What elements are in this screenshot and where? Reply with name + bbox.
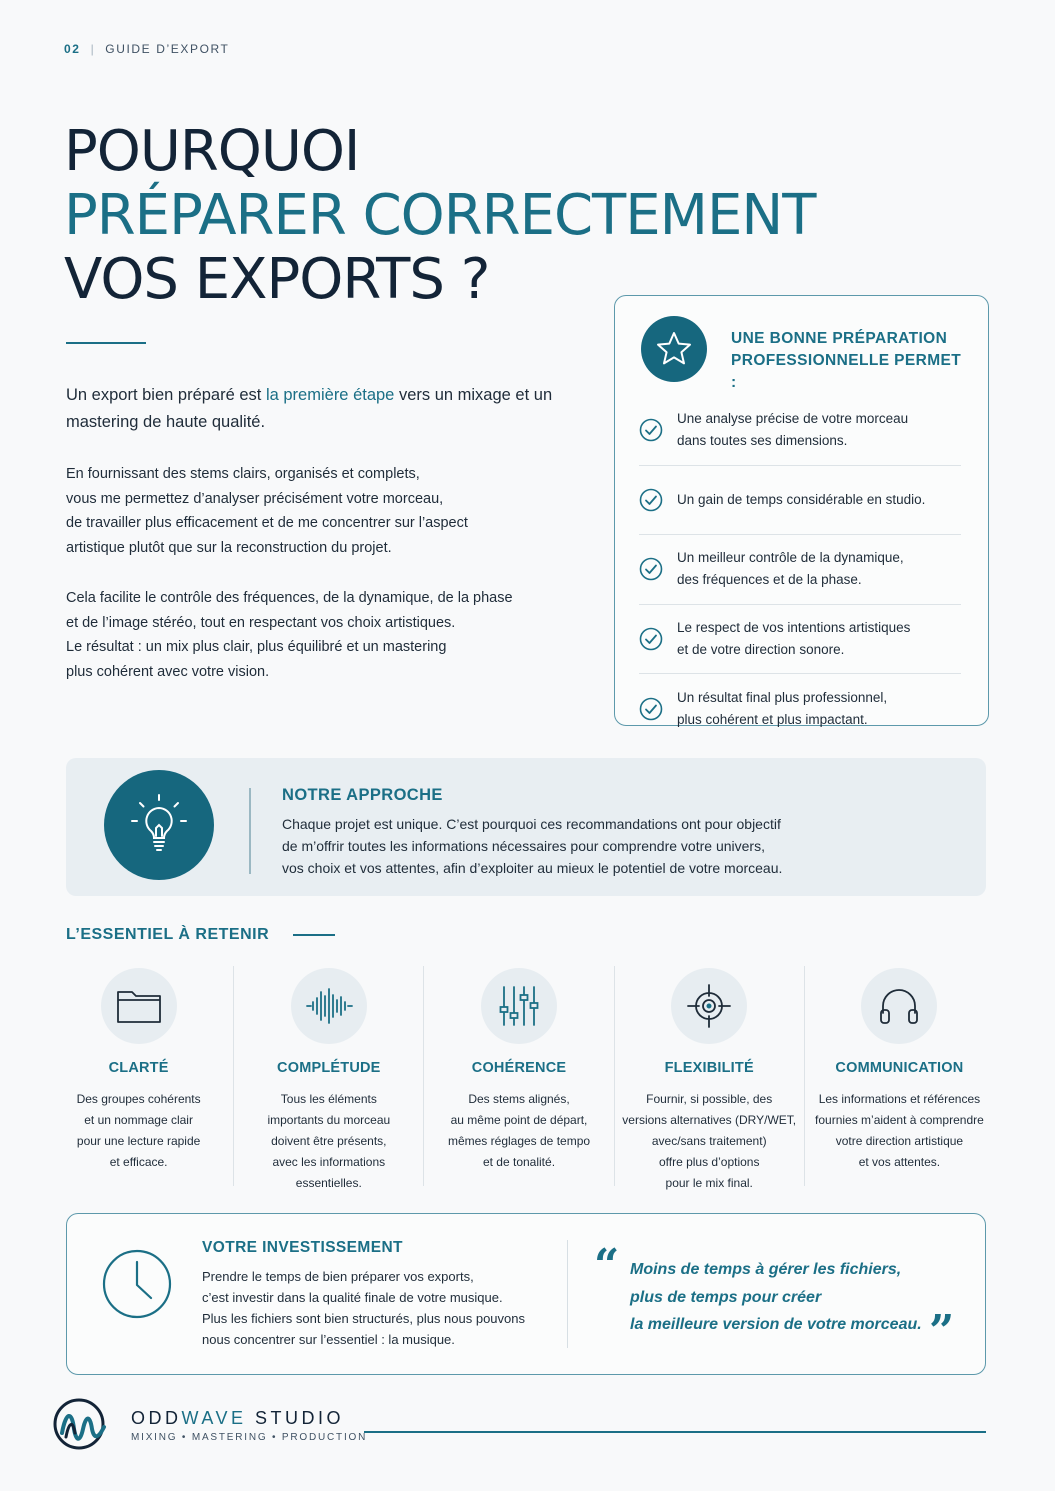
approach-divider — [249, 788, 251, 874]
pillar-description: Des stems alignés, au même point de départ, mêmes réglages de tempo et de tonalité. — [447, 1092, 591, 1169]
brand-name — [131, 1408, 344, 1429]
investment-title: VOTRE INVESTISSEMENT — [202, 1239, 403, 1256]
pillar-clarte — [44, 966, 234, 1186]
brand-part: ODD — [131, 1408, 182, 1428]
benefit-item — [639, 466, 961, 536]
benefits-title-line: PROFESSIONNELLE PERMET : — [731, 352, 962, 391]
pillar-description: Tous les éléments importants du morceau doivent être présents, avec les informations essentielles. — [267, 1092, 391, 1190]
check-circle-icon — [639, 418, 663, 442]
benefit-item — [639, 535, 961, 605]
body-paragraph-2 — [66, 586, 566, 684]
pillar-title: COMMUNICATION — [835, 1060, 964, 1076]
footer-rule — [364, 1431, 986, 1433]
title-line-1: POURQUOI — [64, 119, 360, 184]
benefits-title-line: UNE BONNE PRÉPARATION — [731, 330, 948, 347]
paragraph-line: artistique plutôt que sur la reconstruction du projet. — [66, 539, 392, 556]
paragraph-line: et de l’image stéréo, tout en respectant vos choix artistiques. — [66, 614, 456, 631]
benefits-list — [639, 396, 961, 744]
approach-text — [282, 813, 842, 879]
approach-title: NOTRE APPROCHE — [282, 786, 443, 804]
brand-part: STUDIO — [246, 1408, 345, 1428]
headphones-icon — [861, 968, 937, 1044]
benefit-item — [639, 674, 961, 744]
investment-divider — [567, 1240, 568, 1348]
pillars-row — [44, 966, 994, 1190]
page-header — [64, 42, 229, 56]
benefit-item — [639, 396, 961, 466]
essentials-heading-text: L’ESSENTIEL À RETENIR — [66, 926, 270, 943]
title-underline — [66, 342, 146, 344]
title-line-3: VOS EXPORTS ? — [64, 247, 490, 312]
header-separator: | — [90, 42, 96, 56]
investment-card — [66, 1213, 986, 1375]
quote-close-icon: ” — [929, 1306, 955, 1357]
intro-highlight: la première étape — [265, 386, 395, 404]
pillar-title: COMPLÉTUDE — [277, 1060, 381, 1076]
quote-open-icon: “ — [594, 1240, 620, 1291]
pillar-title: COHÉRENCE — [471, 1060, 567, 1076]
brand-part-accent: WAVE — [181, 1408, 247, 1428]
pillar-completude — [234, 966, 424, 1190]
page-title — [64, 120, 815, 312]
heading-rule — [293, 934, 335, 936]
pillar-description: Fournir, si possible, des versions alternatives (DRY/WET, avec/sans traitement) offre plus d’options pour le mix final. — [622, 1092, 797, 1190]
folder-icon — [101, 968, 177, 1044]
section-name: GUIDE D’EXPORT — [105, 42, 230, 56]
benefit-text: Le respect de vos intentions artistiques et de votre direction sonore. — [677, 619, 911, 657]
star-icon — [641, 316, 707, 382]
oddwave-logo-icon — [52, 1397, 110, 1451]
quote-text: Moins de temps à gérer les fichiers, plus de temps pour créer la meilleure version de votre morceau. — [630, 1261, 922, 1333]
brand-tagline: MIXING • MASTERING • PRODUCTION — [131, 1432, 368, 1443]
pillar-title: FLEXIBILITÉ — [664, 1060, 754, 1076]
intro-paragraph — [66, 382, 566, 436]
clock-icon — [101, 1248, 173, 1320]
check-circle-icon — [639, 488, 663, 512]
pillar-communication — [805, 966, 994, 1186]
body-paragraph-1 — [66, 462, 566, 560]
pillar-description: Des groupes cohérents et un nommage clair pour une lecture rapide et efficace. — [76, 1092, 201, 1169]
waveform-icon — [291, 968, 367, 1044]
paragraph-line: Le résultat : un mix plus clair, plus équilibré et un mastering — [66, 639, 447, 655]
title-line-2: PRÉPARER CORRECTEMENT — [64, 183, 816, 248]
paragraph-line: de travailler plus efficacement et de me concentrer sur l’aspect — [66, 515, 468, 531]
pillar-flexibilite — [615, 966, 805, 1190]
lightbulb-icon — [104, 770, 214, 880]
benefit-item — [639, 605, 961, 675]
pillar-title: CLARTÉ — [108, 1060, 169, 1076]
intro-text-start: Un export bien préparé est — [66, 386, 266, 404]
sliders-icon — [481, 968, 557, 1044]
approach-line: Chaque projet est unique. C’est pourquoi ces recommandations ont pour objectif — [282, 816, 781, 832]
paragraph-line: En fournissant des stems clairs, organisés et complets, — [66, 466, 420, 482]
benefits-card — [614, 295, 989, 726]
page-number: 02 — [64, 42, 81, 56]
paragraph-line: plus cohérent avec votre vision. — [66, 663, 270, 680]
investment-text: Prendre le temps de bien préparer vos exports, c’est investir dans la qualité finale de votre musique. Plus les fichiers sont bien structurés, plus nous pouvons nous concentrer sur l’essentiel : la musique. — [202, 1269, 526, 1347]
benefit-text: Un meilleur contrôle de la dynamique, des fréquences et de la phase. — [677, 550, 904, 588]
intro-text-end: vers un mixage et un mastering de haute qualité. — [66, 386, 553, 431]
pillar-coherence — [424, 966, 614, 1186]
approach-line: vos choix et vos attentes, afin d’exploiter au mieux le potentiel de votre morceau. — [282, 860, 783, 876]
benefit-text: Un gain de temps considérable en studio. — [677, 491, 926, 507]
check-circle-icon — [639, 697, 663, 721]
benefit-text: Une analyse précise de votre morceau dans toutes ses dimensions. — [677, 411, 909, 449]
paragraph-line: vous me permettez d’analyser précisément votre morceau, — [66, 490, 444, 507]
pillar-description: Les informations et références fournies m’aident à comprendre votre direction artistique et vos attentes. — [815, 1092, 984, 1169]
paragraph-line: Cela facilite le contrôle des fréquences, de la dynamique, de la phase — [66, 590, 513, 606]
benefit-text: Un résultat final plus professionnel, plus cohérent et plus impactant. — [677, 689, 888, 727]
essentials-heading — [66, 926, 335, 944]
approach-panel — [66, 758, 986, 896]
check-circle-icon — [639, 557, 663, 581]
approach-line: de m’offrir toutes les informations nécessaires pour comprendre votre univers, — [282, 838, 765, 854]
check-circle-icon — [639, 627, 663, 651]
benefits-title — [731, 328, 971, 394]
target-icon — [671, 968, 747, 1044]
